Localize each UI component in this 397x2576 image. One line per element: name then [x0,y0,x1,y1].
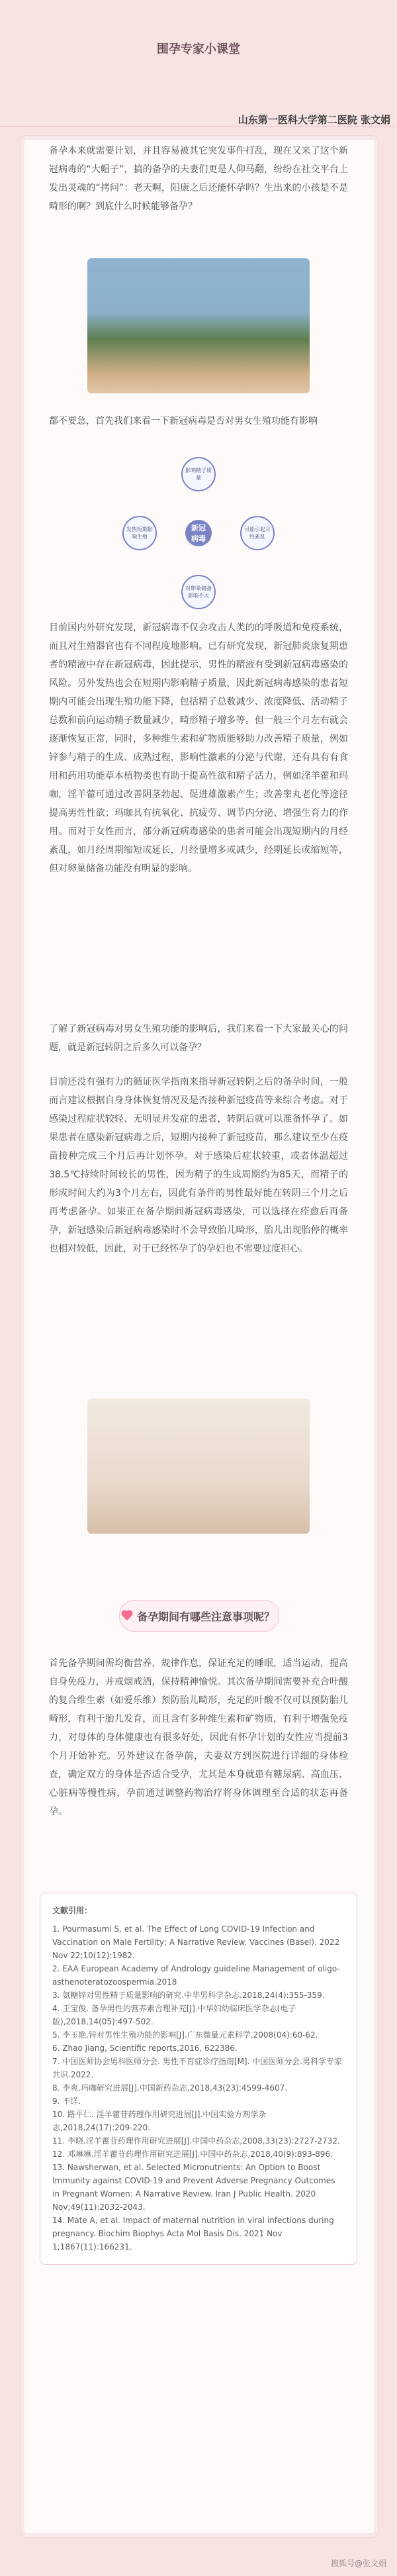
virus-impact-diagram [122,457,275,609]
header-divider [0,126,397,127]
reference-item: 3. 氨糖锌对男性精子质量影响的研究.中华男科学杂志.2018,24(4):355-359. [52,1991,325,2000]
diagram-center: 新冠 病毒 [185,520,212,546]
reference-item: 12. 邓琳琳.淫羊藿苷药理作用研究进展[J].中国中药杂志,2018,40(9):893-896. [52,2150,333,2159]
heart-icon [122,1611,132,1620]
references-title: 文献引用： [52,1906,93,1915]
holding-hands-image [87,258,310,393]
reference-item: 10. 路平仁. 淫羊藿苷药理作用研究进展[J].中国实验方剂学杂志,2018,24(17):209-220. [52,2110,267,2132]
callout-title-text: 备孕期间有哪些注意事项呢？ [136,1610,275,1623]
reference-item: 7. 中国医师协会男科医师分会. 男性不育症诊疗指南[M]. 中国医师分会.男科学专家共识.2022. [52,2057,343,2079]
timing-paragraph: 目前还没有强有力的循证医学指南来指导新冠转阴之后的备孕时间，一般而言建议根据自身身体恢复情况及是否接种新冠疫苗等来综合考虑。对于感染过程症状较轻、无明显并发症的患者，转阴后就可以准备怀孕了。如果患者在感染新冠病毒之后，短期内接种了新冠疫苗，那么建议至少在疫苗接种完成三个月后再计划怀孕。对于感染后症状较重，或者体温超过38.5℃持续时间较长的男性，因为精子的生成周期约为85天，而精子的形成时间大约为3个月左右，因此有条件的男性最好能在转阴三个月之后再考虑备孕。如果正在备孕期间新冠病毒感染，可以选择在痊愈后再备孕，新冠感染后新冠病毒感染时不会导致胎儿畸形，胎儿出现胎停的概率也相对较低，因此，对于已经怀孕了的孕妇也不需要过度担心。 [49,1077,348,1254]
reference-item: 6. Zhao Jiang, Scientific reports,2016, 622386. [52,2044,238,2053]
reference-item: 11. 李晓.淫羊藿苷药理作用研究进展[J].中国中药杂志,2008,33(23):2727-2732. [52,2136,340,2146]
source-label: 搜狐号@张文娟 [330,2558,386,2568]
transition-paragraph: 了解了新冠病毒对男女生殖功能的影响后，我们来看一下大家最关心的问题，就是新冠转阴之后多久可以备孕？ [49,1024,348,1053]
diagram-node: 发热短期影响生殖 [122,516,157,550]
analysis-paragraph: 目前国内外研究发现，新冠病毒不仅会攻击人类的的呼吸道和免疫系统，而且对生殖器官也有不同程度地影响。已有研究发现，新冠肺炎康复期患者的精液中存在新冠病毒，因此提示，男性的精液有受到新冠病毒感染的风险。另外发热也会在短期内影响精子质量，因此新冠病毒感染的患者短期内可能会出现生殖功能下降，包括精子总数减少、浓度降低、活动精子总数和前向运动精子数量减少，畸形精子增多等。但一般三个月左右就会逐渐恢复正常，同时，多种维生素和矿物质能够助力改善精子质量，例如锌参与精子的生成、成熟过程，影响性激素的分泌与代谢，还有具有有食用和药用功能草本植物类也有助于提高性欲和精子活力，例如淫羊藿和玛咖，淫羊藿可通过改善阴茎勃起、促进雄激素产生；改善睾丸老化等途径提高男性性欲；玛咖具有抗氧化、抗疲劳、调节内分泌、增强生育力的作用。而对于女性而言，部分新冠病毒感染的患者可能会出现短期内的月经紊乱，如月经周期缩短或延长，月经量增多或减少，经期延长或缩短等，但对卵巢储备功能没有明显的影响。 [49,622,348,874]
diagram-node: 可能引起月经紊乱 [240,516,275,550]
header-title: 围孕专家小课堂 [157,42,240,56]
diagram-node: 对卵巢储备影响不大 [181,575,216,609]
footer [0,2550,397,2576]
tips-paragraph: 首先备孕期间需均衡营养，规律作息，保证充足的睡眠，适当运动，提高自身免疫力，并戒烟戒酒，保持精神愉悦。其次备孕期间需要补充合叶酸的复合维生素（如爱乐维）预防胎儿畸形，充足的叶酸不仅可以预防胎儿畸形，有利于胎儿发育，而且含有多种维生素和矿物质，有利于增强免疫力，对母体的身体健康也有很多好处，因此有怀孕计划的女性应当提前3个月开始补充。另外建议在备孕前，夫妻双方到医院进行详细的身体检查，确定双方的身体是否适合受孕，尤其是本身就患有糖尿病、高血压、心脏病等慢性病，孕前通过调整药物治疗将身体调理至合适的状态再备孕。 [49,1658,348,1817]
references-box [40,1893,357,2265]
reference-item: 9. 不详. [52,2097,81,2106]
reference-item: 4. 王宝俊. 备孕男性的营养素合理补充[J].中华妇幼临床医学杂志(电子版),2018,14(05):497-502. [52,2004,296,2026]
reference-item: 2. EAA European Academy of Andrology guideline Management of oligo-asthenoteratozoospermia.2018 [52,1964,340,1987]
reference-item: 13. Nawsherwan, et al. Selected Micronutrients: An Option to Boost Immunity against COVID-19 and Prevent Adverse Pregnancy Outcomes in Pregnant Women: A Narrative Review. Iran J Public Health. 2020 Nov;49(11):2032-2043. [52,2163,335,2212]
hospital-author: 山东第一医科大学第二医院 张文娟 [238,114,390,126]
books-image [87,1399,310,1534]
reference-item: 8. 李爽.玛咖研究进展[J].中国新药杂志,2018,43(23):4599-4607. [52,2083,288,2093]
reference-item: 1. Pourmasumi S, et al. The Effect of Long COVID-19 Infection and Vaccination on Male Fertility; A Narrative Review. Vaccines (Basel). 2022 Nov 22;10(12):1982. [52,1924,340,1960]
intro-paragraph: 备孕本来就需要计划，并且容易被其它突发事件打乱，现在又来了这个新冠病毒的“大帽子”，搞的备孕的夫妻们更是人仰马翻，纷纷在社交平台上发出灵魂的“拷问”：老天啊，阳康之后还能怀孕吗？生出来的小孩是不是畸形的啊？到底什么时候能够备孕？ [49,146,348,212]
diagram-node: 影响精子质量 [181,457,216,491]
question-paragraph: 都不要急，首先我们来看一下新冠病毒是否对男女生殖功能有影响 [49,416,318,426]
callout-title [119,1600,279,1632]
reference-item: 14. Mate A, et al. Impact of maternal nutrition in viral infections during pregnancy. Biochim Biophys Acta Mol Basis Dis. 2021 Nov 1;1867(11):166231. [52,2216,334,2252]
reference-item: 5. 李玉艳.锌对男性生殖功能的影响[J].广东微量元素科学,2008(04):60-62. [52,2030,318,2040]
